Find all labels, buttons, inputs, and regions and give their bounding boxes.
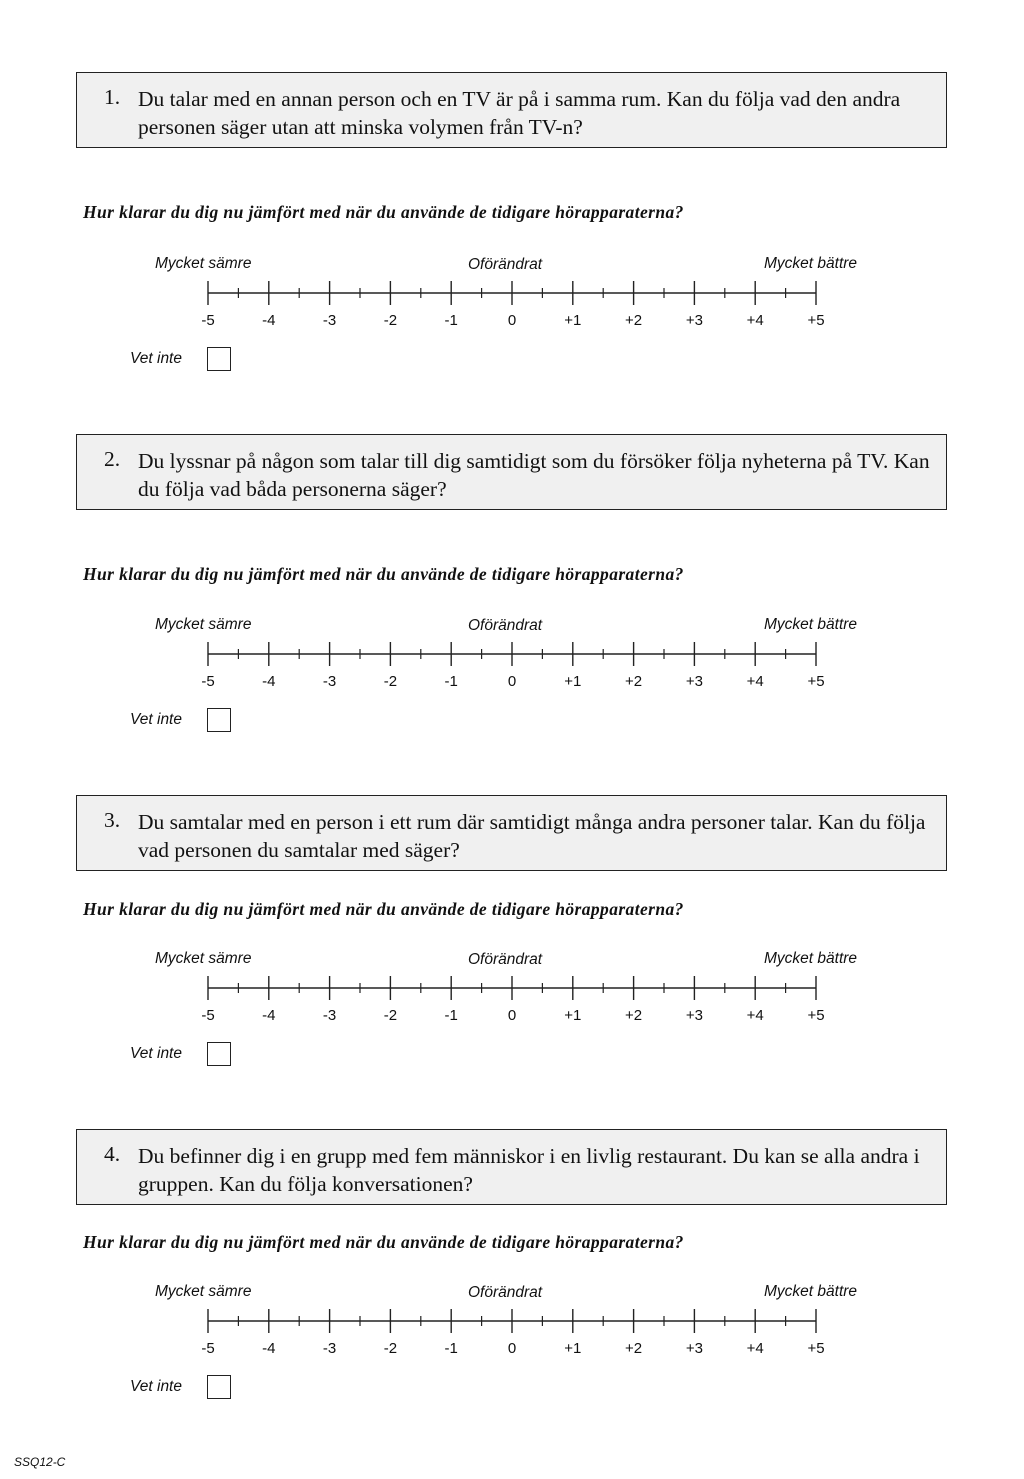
form-code: SSQ12-C xyxy=(14,1455,66,1469)
dont-know-checkbox[interactable] xyxy=(207,347,231,371)
question-number: 1. xyxy=(104,85,121,109)
scale-tick-label: +1 xyxy=(564,312,582,329)
question-text: Du befinner dig i en grupp med fem människor i en livlig restaurant. Du kan se alla andra i gruppen. Kan du följa konversationen? xyxy=(138,1144,920,1196)
question-text: Du samtalar med en person i ett rum där samtidigt många andra personer talar. Kan du följa vad personen du samtalar med säger? xyxy=(138,810,926,862)
scale-tick-label: +3 xyxy=(685,312,703,329)
scale-tick-label: 0 xyxy=(507,1007,517,1024)
scale-tick-label: -5 xyxy=(201,1340,215,1357)
scale-label-unchanged: Oförändrat xyxy=(468,617,543,634)
dont-know-label: Vet inte xyxy=(130,1378,182,1395)
scale-tick-label: -4 xyxy=(262,673,276,690)
scale-label-worse: Mycket sämre xyxy=(155,950,252,967)
scale-tick-label: 0 xyxy=(507,673,517,690)
dont-know-label: Vet inte xyxy=(130,1045,182,1062)
scale-tick-label: +4 xyxy=(746,1007,764,1024)
scale-tick-label: -2 xyxy=(383,1340,398,1357)
dont-know-checkbox[interactable] xyxy=(207,708,231,732)
scale-label-worse: Mycket sämre xyxy=(155,255,252,272)
question-text: Du talar med en annan person och en TV är på i samma rum. Kan du följa vad den andra personen säger utan att minska volymen från TV-n? xyxy=(138,87,901,139)
scale-tick-label: -3 xyxy=(322,673,337,690)
scale-tick-label: +1 xyxy=(564,673,582,690)
scale-tick-label: +1 xyxy=(564,1340,582,1357)
scale-tick-label: -5 xyxy=(201,312,215,329)
dont-know-label: Vet inte xyxy=(130,711,182,728)
scale-label-better: Mycket bättre xyxy=(764,950,858,967)
scale-tick-label: +3 xyxy=(685,1007,703,1024)
question-number: 3. xyxy=(104,808,121,832)
scale-tick-label: -2 xyxy=(383,312,398,329)
rating-scale-3[interactable] xyxy=(200,975,830,1035)
dont-know-checkbox[interactable] xyxy=(207,1375,231,1399)
scale-tick-label: +2 xyxy=(625,312,643,329)
dont-know-checkbox[interactable] xyxy=(207,1042,231,1066)
dont-know-label: Vet inte xyxy=(130,350,182,367)
scale-tick-label: -1 xyxy=(444,312,458,329)
scale-tick-label: +3 xyxy=(685,673,703,690)
scale-tick-label: -3 xyxy=(322,312,337,329)
scale-tick-label: -3 xyxy=(322,1007,337,1024)
scale-tick-label: -4 xyxy=(262,1340,276,1357)
scale-tick-label: +2 xyxy=(625,673,643,690)
scale-tick-label: +2 xyxy=(625,1007,643,1024)
question-box-4 xyxy=(76,1129,947,1205)
comparison-prompt: Hur klarar du dig nu jämfört med när du använde de tidigare hörapparaterna? xyxy=(83,899,684,919)
scale-label-better: Mycket bättre xyxy=(764,255,858,272)
scale-tick-label: +5 xyxy=(807,312,825,329)
question-box-3 xyxy=(76,795,947,871)
question-box-2 xyxy=(76,434,947,510)
scale-tick-label: +4 xyxy=(746,312,764,329)
scale-tick-label: +2 xyxy=(625,1340,643,1357)
rating-scale-4[interactable] xyxy=(200,1308,830,1368)
scale-tick-label: -5 xyxy=(201,673,215,690)
scale-tick-label: +5 xyxy=(807,1007,825,1024)
scale-tick-label: -5 xyxy=(201,1007,215,1024)
scale-tick-label: +1 xyxy=(564,1007,582,1024)
scale-tick-label: +5 xyxy=(807,1340,825,1357)
question-number: 2. xyxy=(104,447,121,471)
scale-tick-label: +4 xyxy=(746,673,764,690)
comparison-prompt: Hur klarar du dig nu jämfört med när du använde de tidigare hörapparaterna? xyxy=(83,1232,684,1252)
scale-tick-label: +3 xyxy=(685,1340,703,1357)
scale-tick-label: 0 xyxy=(507,1340,517,1357)
scale-tick-label: -1 xyxy=(444,1007,458,1024)
question-text: Du lyssnar på någon som talar till dig samtidigt som du försöker följa nyheterna på TV. Kan du följa vad båda personerna säger? xyxy=(138,449,930,501)
scale-label-unchanged: Oförändrat xyxy=(468,951,543,968)
scale-tick-label: -1 xyxy=(444,1340,458,1357)
scale-label-unchanged: Oförändrat xyxy=(468,1284,543,1301)
question-box-1 xyxy=(76,72,947,148)
scale-label-better: Mycket bättre xyxy=(764,1283,858,1300)
scale-label-worse: Mycket sämre xyxy=(155,616,252,633)
scale-tick-label: -3 xyxy=(322,1340,337,1357)
scale-tick-label: +5 xyxy=(807,673,825,690)
scale-tick-label: -2 xyxy=(383,673,398,690)
scale-tick-label: -4 xyxy=(262,1007,276,1024)
scale-tick-label: 0 xyxy=(507,312,517,329)
scale-label-better: Mycket bättre xyxy=(764,616,858,633)
comparison-prompt: Hur klarar du dig nu jämfört med när du använde de tidigare hörapparaterna? xyxy=(83,564,684,584)
rating-scale-2[interactable] xyxy=(200,641,830,701)
comparison-prompt: Hur klarar du dig nu jämfört med när du använde de tidigare hörapparaterna? xyxy=(83,202,684,222)
scale-tick-label: -2 xyxy=(383,1007,398,1024)
scale-tick-label: +4 xyxy=(746,1340,764,1357)
scale-label-worse: Mycket sämre xyxy=(155,1283,252,1300)
scale-tick-label: -1 xyxy=(444,673,458,690)
question-number: 4. xyxy=(104,1142,121,1166)
rating-scale-1[interactable] xyxy=(200,280,830,340)
scale-label-unchanged: Oförändrat xyxy=(468,256,543,273)
scale-tick-label: -4 xyxy=(262,312,276,329)
